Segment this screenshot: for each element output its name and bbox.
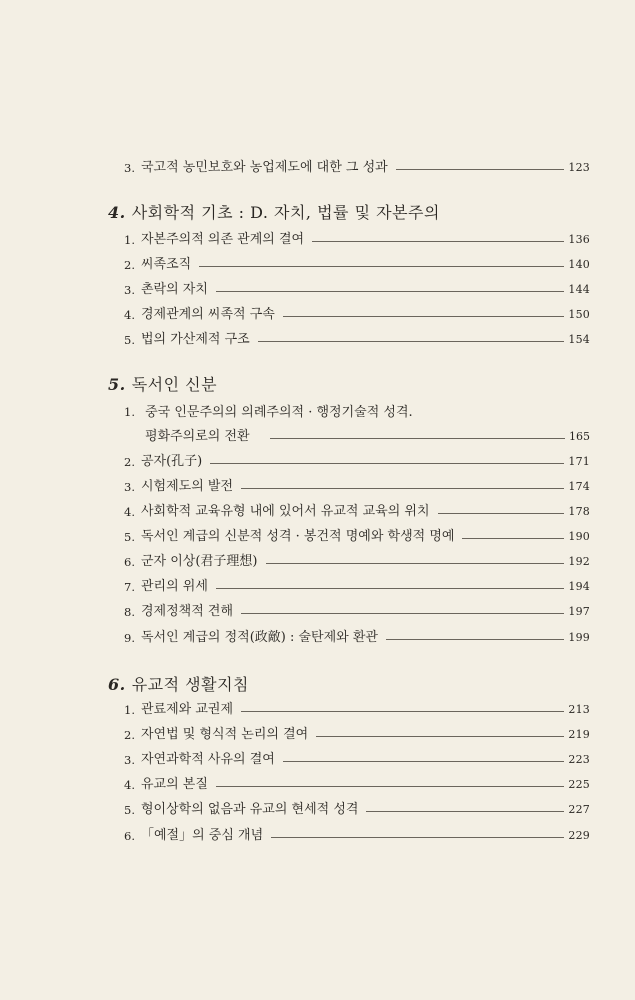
entry-page: 227 [568, 803, 590, 816]
chapter-title: 독서인 신분 [131, 375, 218, 394]
dot-leader [283, 761, 565, 762]
entry-title: 독서인 계급의 신분적 성격 · 봉건적 명예와 학생적 명예 [140, 529, 455, 544]
dot-leader [216, 291, 564, 292]
toc-entry[interactable] [124, 527, 590, 547]
entry-page: 136 [568, 233, 590, 246]
entry-title: 시험제도의 발전 [140, 479, 234, 494]
dot-leader [396, 169, 565, 170]
toc-entry[interactable] [124, 750, 590, 770]
entry-title: 독서인 계급의 정적(政敵) : 술탄제와 환관 [140, 630, 378, 645]
entry-page: 178 [568, 505, 590, 518]
chapter-heading[interactable] [108, 372, 217, 395]
entry-title-continued: 평화주의로의 전환 [145, 429, 250, 444]
entry-title: 자연법 및 형식적 논리의 결여 [140, 727, 309, 742]
entry-number: 4. [124, 308, 135, 322]
entry-page: 144 [568, 283, 590, 296]
entry-title: 관료제와 교권제 [140, 702, 234, 717]
entry-number: 5. [124, 333, 135, 347]
dot-leader [241, 711, 564, 712]
dot-leader [216, 588, 564, 589]
entry-number: 5. [124, 803, 135, 817]
entry-page: 165 [569, 430, 590, 443]
entry-page: 140 [568, 258, 590, 271]
dot-leader [462, 538, 564, 539]
chapter-number: 4. [108, 203, 126, 222]
entry-number: 3. [124, 283, 135, 297]
entry-title: 중국 인문주의의 의례주의적 · 행정기술적 성격. [145, 405, 413, 420]
entry-title: 씨족조직 [140, 257, 192, 272]
toc-entry[interactable] [124, 255, 590, 275]
entry-number: 1. [124, 405, 135, 419]
toc-entry[interactable] [124, 452, 590, 472]
entry-page: 194 [568, 580, 590, 593]
dot-leader [270, 438, 565, 439]
entry-page: 190 [568, 530, 590, 543]
entry-page: 213 [568, 703, 590, 716]
toc-entry[interactable] [124, 725, 590, 745]
chapter-heading[interactable] [108, 200, 440, 223]
entry-number: 7. [124, 580, 135, 594]
dot-leader [316, 736, 564, 737]
entry-number: 2. [124, 258, 135, 272]
dot-leader [283, 316, 565, 317]
entry-title: 자연과학적 사유의 결여 [140, 752, 275, 767]
entry-page: 174 [568, 480, 590, 493]
toc-entry[interactable] [124, 826, 590, 846]
entry-page: 229 [568, 829, 590, 842]
dot-leader [271, 837, 564, 838]
entry-number: 6. [124, 555, 135, 569]
entry-title: 법의 가산제적 구조 [140, 332, 250, 347]
toc-entry[interactable] [124, 800, 590, 820]
entry-page: 223 [568, 753, 590, 766]
dot-leader [266, 563, 565, 564]
entry-page: 199 [568, 631, 590, 644]
dot-leader [210, 463, 564, 464]
entry-title: 형이상학의 없음과 유교의 현세적 성격 [140, 802, 359, 817]
entry-page: 150 [568, 308, 590, 321]
dot-leader [241, 488, 564, 489]
entry-title: 자본주의적 의존 관계의 결여 [140, 232, 305, 247]
dot-leader [241, 613, 564, 614]
entry-number: 4. [124, 778, 135, 792]
entry-page: 123 [568, 161, 590, 174]
entry-number: 4. [124, 505, 135, 519]
dot-leader [216, 786, 564, 787]
entry-number: 2. [124, 455, 135, 469]
chapter-title: 유교적 생활지침 [131, 675, 249, 694]
toc-entry[interactable] [124, 602, 590, 622]
entry-page: 171 [568, 455, 590, 468]
entry-title: 군자 이상(君子理想) [140, 554, 258, 569]
toc-entry-line2[interactable] [145, 427, 590, 447]
dot-leader [366, 811, 564, 812]
chapter-heading[interactable] [108, 672, 249, 695]
entry-number: 1. [124, 703, 135, 717]
entry-number: 9. [124, 631, 135, 645]
entry-title: 공자(孔子) [140, 454, 203, 469]
toc-entry[interactable] [124, 330, 590, 350]
dot-leader [312, 241, 564, 242]
entry-number: 3. [124, 480, 135, 494]
toc-entry[interactable] [124, 502, 590, 522]
toc-entry[interactable] [124, 552, 590, 572]
entry-page: 197 [568, 605, 590, 618]
toc-entry[interactable] [124, 158, 590, 178]
toc-entry[interactable] [124, 628, 590, 648]
toc-entry[interactable] [124, 577, 590, 597]
entry-number: 6. [124, 829, 135, 843]
entry-page: 154 [568, 333, 590, 346]
entry-title: 국고적 농민보호와 농업제도에 대한 그 성과 [140, 160, 388, 175]
entry-title: 경제관계의 씨족적 구속 [140, 307, 275, 322]
toc-entry[interactable] [124, 305, 590, 325]
dot-leader [438, 513, 565, 514]
entry-title: 경제정책적 견해 [140, 604, 234, 619]
toc-entry[interactable] [124, 230, 590, 250]
toc-entry-line1[interactable] [124, 402, 413, 422]
chapter-title: 사회학적 기초 : D. 자치, 법률 및 자본주의 [131, 203, 440, 222]
toc-entry[interactable] [124, 280, 590, 300]
entry-number: 2. [124, 728, 135, 742]
entry-title: 사회학적 교육유형 내에 있어서 유교적 교육의 위치 [140, 504, 430, 519]
dot-leader [258, 341, 565, 342]
entry-number: 3. [124, 753, 135, 767]
entry-page: 219 [568, 728, 590, 741]
dot-leader [199, 266, 564, 267]
entry-number: 3. [124, 161, 135, 175]
entry-number: 8. [124, 605, 135, 619]
chapter-number: 5. [108, 375, 126, 394]
entry-title: 관리의 위세 [140, 579, 208, 594]
entry-page: 225 [568, 778, 590, 791]
toc-entry[interactable] [124, 477, 590, 497]
entry-title: 「예절」의 중심 개념 [140, 828, 264, 843]
entry-title: 유교의 본질 [140, 777, 208, 792]
dot-leader [386, 639, 564, 640]
toc-entry[interactable] [124, 775, 590, 795]
entry-page: 192 [568, 555, 590, 568]
entry-number: 5. [124, 530, 135, 544]
entry-title: 촌락의 자치 [140, 282, 208, 297]
chapter-number: 6. [108, 675, 126, 694]
entry-number: 1. [124, 233, 135, 247]
toc-entry[interactable] [124, 700, 590, 720]
